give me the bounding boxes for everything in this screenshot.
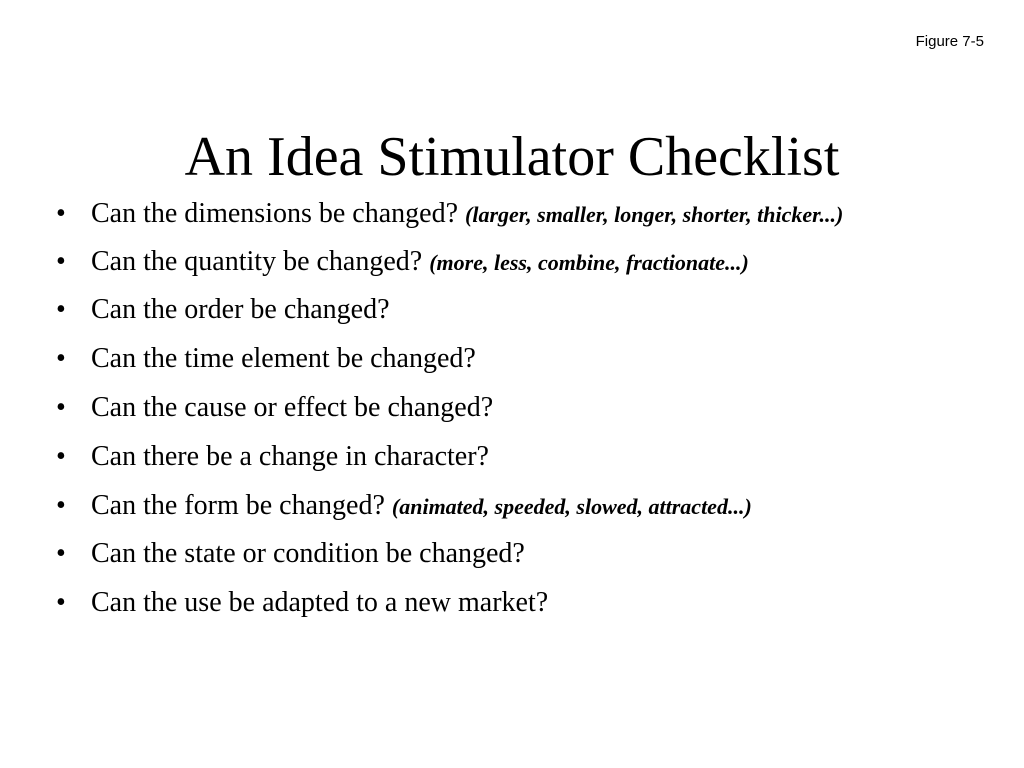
bullet-icon: •	[56, 294, 66, 325]
checklist-item-dimensions	[56, 196, 856, 233]
item-text: Can the use be adapted to a new market?	[91, 587, 549, 618]
checklist-item-order	[56, 292, 856, 328]
bullet-icon: •	[56, 343, 66, 374]
item-text: Can the order be changed?	[91, 294, 390, 325]
checklist-item-time	[56, 341, 856, 377]
figure-label: Figure 7-5	[915, 33, 984, 50]
item-note: (larger, smaller, longer, shorter, thicker...)	[465, 202, 844, 227]
checklist-item-form	[56, 488, 856, 525]
item-text: Can the form be changed?	[91, 490, 385, 521]
bullet-icon: •	[56, 246, 66, 277]
checklist-item-cause-effect	[56, 390, 856, 426]
slide-title: An Idea Stimulator Checklist	[184, 126, 840, 188]
bullet-icon: •	[56, 587, 66, 618]
item-text: Can the time element be changed?	[91, 343, 476, 374]
item-text: Can the dimensions be changed?	[91, 198, 459, 229]
checklist-item-character	[56, 439, 856, 475]
bullet-icon: •	[56, 538, 66, 569]
checklist-item-state	[56, 536, 856, 572]
item-text: Can there be a change in character?	[91, 441, 489, 472]
bullet-icon: •	[56, 198, 66, 229]
checklist-item-use	[56, 585, 856, 621]
item-note: (more, less, combine, fractionate...)	[429, 250, 749, 275]
bullet-icon: •	[56, 441, 66, 472]
checklist	[56, 196, 856, 634]
item-text: Can the quantity be changed?	[91, 246, 423, 277]
bullet-icon: •	[56, 490, 66, 521]
checklist-item-quantity	[56, 244, 856, 281]
item-note: (animated, speeded, slowed, attracted...)	[391, 494, 752, 519]
item-text: Can the cause or effect be changed?	[91, 392, 494, 423]
item-text: Can the state or condition be changed?	[91, 538, 525, 569]
bullet-icon: •	[56, 392, 66, 423]
